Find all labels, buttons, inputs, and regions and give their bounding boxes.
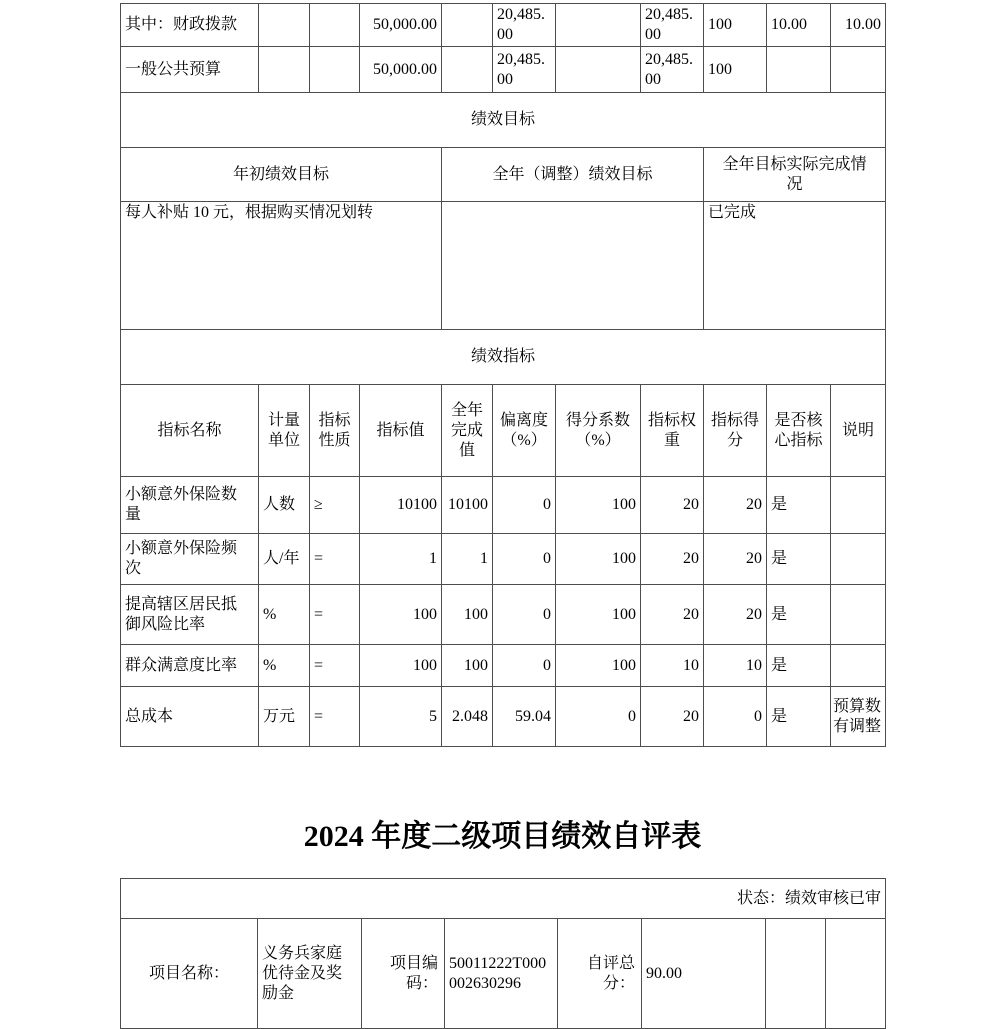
indicator-completion: 100 [442, 585, 493, 645]
indicator-nature: = [310, 645, 360, 687]
project-info-row [121, 919, 886, 1029]
header-adjusted-goal: 全年（调整）绩效目标 [442, 148, 704, 202]
indicator-core: 是 [767, 645, 831, 687]
funding-row-public-budget [121, 47, 886, 93]
indicator-note: 预算数有调整 [831, 687, 886, 747]
indicator-target: 10100 [360, 477, 442, 534]
indicator-unit: % [259, 645, 310, 687]
goal-year-start-value: 每人补贴 10 元，根据购买情况划转 [121, 202, 442, 330]
indicator-row [121, 687, 886, 747]
header-score: 指标得分 [704, 385, 767, 477]
funding-source-label: 其中：财政拨款 [121, 4, 259, 47]
indicator-weight: 20 [641, 687, 704, 747]
execution-rate: 100 [704, 4, 767, 47]
indicator-coefficient: 100 [556, 645, 641, 687]
score-value: 10.00 [831, 4, 886, 47]
indicator-target: 5 [360, 687, 442, 747]
header-actual-completion: 全年目标实际完成情况 [704, 148, 886, 202]
indicator-deviation: 59.04 [493, 687, 556, 747]
indicator-score: 20 [704, 477, 767, 534]
execution-amount: 20,485.00 [493, 47, 556, 93]
page-title: 2024 年度二级项目绩效自评表 [303, 820, 702, 853]
indicator-row [121, 534, 886, 585]
indicator-target: 100 [360, 645, 442, 687]
indicator-weight: 20 [641, 534, 704, 585]
goal-completion-value: 已完成 [704, 202, 886, 330]
cell [259, 4, 310, 47]
header-deviation: 偏离度（%） [493, 385, 556, 477]
performance-indicator-table [120, 3, 886, 747]
indicator-weight: 20 [641, 585, 704, 645]
indicator-note [831, 477, 886, 534]
cell [831, 47, 886, 93]
indicator-completion: 10100 [442, 477, 493, 534]
indicator-coefficient: 100 [556, 534, 641, 585]
indicator-header-row [121, 385, 886, 477]
indicator-nature: = [310, 534, 360, 585]
funding-row-finance [121, 4, 886, 47]
indicator-target: 100 [360, 585, 442, 645]
indicator-name: 提高辖区居民抵御风险比率 [121, 585, 259, 645]
header-year-start-goal: 年初绩效目标 [121, 148, 442, 202]
status-cell: 状态：绩效审核已审 [121, 879, 886, 919]
indicator-unit: 万元 [259, 687, 310, 747]
indicator-deviation: 0 [493, 534, 556, 585]
indicator-name: 小额意外保险频次 [121, 534, 259, 585]
cell [259, 47, 310, 93]
section-performance-indicators: 绩效指标 [121, 330, 886, 385]
indicator-name: 总成本 [121, 687, 259, 747]
header-nature: 指标性质 [310, 385, 360, 477]
indicator-nature: ≥ [310, 477, 360, 534]
cell [556, 47, 641, 93]
indicator-deviation: 0 [493, 645, 556, 687]
indicator-name: 小额意外保险数量 [121, 477, 259, 534]
cell [767, 47, 831, 93]
indicator-score: 10 [704, 645, 767, 687]
indicator-name: 群众满意度比率 [121, 645, 259, 687]
indicator-note [831, 585, 886, 645]
project-name-value: 义务兵家庭优待金及奖励金 [258, 919, 362, 1029]
cell [442, 47, 493, 93]
indicator-core: 是 [767, 687, 831, 747]
indicator-deviation: 0 [493, 477, 556, 534]
header-score-coefficient: 得分系数（%） [556, 385, 641, 477]
self-evaluation-table [120, 878, 886, 1029]
self-score-label: 自评总分： [558, 919, 642, 1029]
header-target-value: 指标值 [360, 385, 442, 477]
indicator-unit: % [259, 585, 310, 645]
goal-adjusted-value [442, 202, 704, 330]
indicator-unit: 人/年 [259, 534, 310, 585]
header-weight: 指标权重 [641, 385, 704, 477]
indicator-row [121, 645, 886, 687]
indicator-coefficient: 100 [556, 585, 641, 645]
indicator-nature: = [310, 687, 360, 747]
indicator-core: 是 [767, 585, 831, 645]
header-indicator-name: 指标名称 [121, 385, 259, 477]
section-performance-goals: 绩效目标 [121, 93, 886, 148]
indicator-weight: 10 [641, 645, 704, 687]
indicator-core: 是 [767, 477, 831, 534]
header-unit: 计量单位 [259, 385, 310, 477]
indicator-note [831, 645, 886, 687]
budget-amount: 50,000.00 [360, 47, 442, 93]
execution-amount: 20,485.00 [493, 4, 556, 47]
indicator-score: 0 [704, 687, 767, 747]
execution-amount: 20,485.00 [641, 47, 704, 93]
indicator-completion: 1 [442, 534, 493, 585]
indicator-score: 20 [704, 585, 767, 645]
indicator-score: 20 [704, 534, 767, 585]
indicator-row [121, 477, 886, 534]
funding-source-label: 一般公共预算 [121, 47, 259, 93]
empty-cell [826, 919, 886, 1029]
empty-cell [766, 919, 826, 1029]
budget-amount: 50,000.00 [360, 4, 442, 47]
header-note: 说明 [831, 385, 886, 477]
indicator-coefficient: 100 [556, 477, 641, 534]
indicator-completion: 100 [442, 645, 493, 687]
execution-amount: 20,485.00 [641, 4, 704, 47]
indicator-completion: 2.048 [442, 687, 493, 747]
cell [310, 47, 360, 93]
header-annual-completion: 全年完成值 [442, 385, 493, 477]
cell [310, 4, 360, 47]
indicator-core: 是 [767, 534, 831, 585]
score-weight: 10.00 [767, 4, 831, 47]
self-score-value: 90.00 [642, 919, 766, 1029]
indicator-note [831, 534, 886, 585]
project-code-label: 项目编码： [362, 919, 445, 1029]
cell [556, 4, 641, 47]
indicator-deviation: 0 [493, 585, 556, 645]
indicator-target: 1 [360, 534, 442, 585]
cell [442, 4, 493, 47]
header-core-indicator: 是否核心指标 [767, 385, 831, 477]
indicator-nature: = [310, 585, 360, 645]
indicator-coefficient: 0 [556, 687, 641, 747]
indicator-weight: 20 [641, 477, 704, 534]
indicator-unit: 人数 [259, 477, 310, 534]
execution-rate: 100 [704, 47, 767, 93]
project-name-label: 项目名称： [121, 919, 258, 1029]
indicator-row [121, 585, 886, 645]
project-code-value: 50011222T000002630296 [445, 919, 558, 1029]
